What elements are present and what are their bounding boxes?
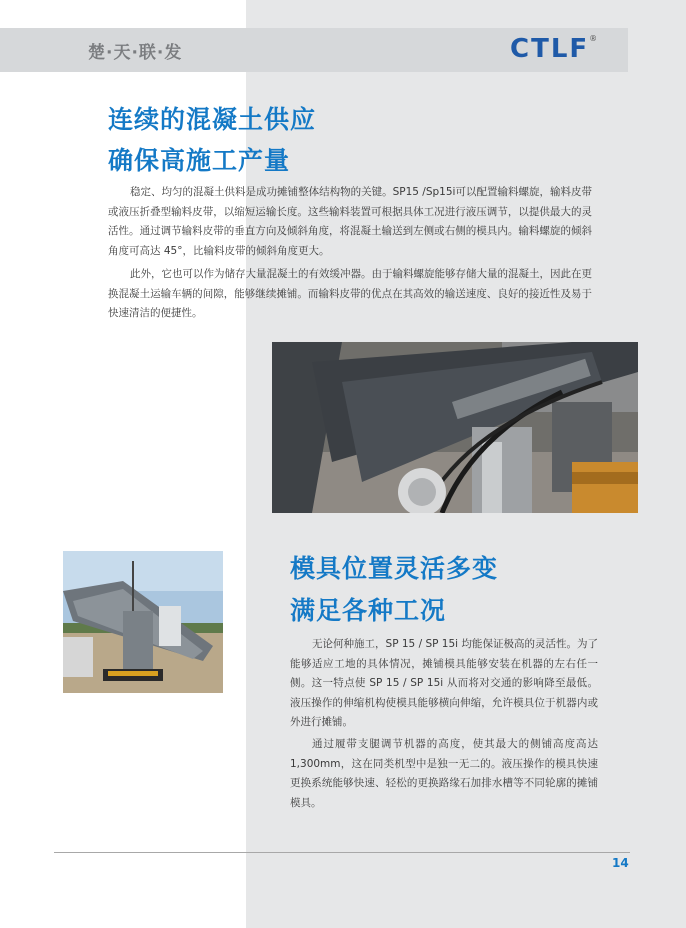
brand-name-cn: 楚·天·联·发 — [88, 43, 183, 63]
section1-title-line2: 确保高施工产量 — [108, 146, 291, 175]
ctlf-logo — [510, 34, 599, 68]
section2-paragraph-1: 无论何种施工，SP 15 / SP 15i 均能保证极高的灵活性。为了能够适应工地的具体情况，摊铺模具能够安装在机器的左右任一侧。这一特点使 SP 15 / SP 15i 从而将对交通的影响降至最低。液压操作的伸缩机构使模具能够横向伸缩，允许模具位于机器内或外进行摊铺。 — [290, 638, 598, 728]
section1-paragraph-2: 此外，它也可以作为储存大量混凝土的有效缓冲器。由于输料螺旋能够存储大量的混凝土，因此在更换混凝土运输车辆的间隙，能够继续摊铺。而输料皮带的优点在其高效的输送速度、良好的接近性及易于快速清洁的便捷性。 — [108, 268, 592, 319]
registered-mark: ® — [589, 34, 600, 44]
paver-machine-photo — [63, 551, 223, 693]
footer-divider — [54, 852, 630, 853]
section2-title-line2: 满足各种工况 — [290, 596, 447, 625]
page-number: 14 — [612, 856, 629, 870]
conveyor-closeup-photo — [272, 342, 638, 513]
section1-title-line1: 连续的混凝土供应 — [108, 105, 317, 134]
section1-paragraph-1: 稳定、均匀的混凝土供料是成功摊铺整体结构物的关键。SP15 /Sp15i可以配置输料螺旋，输料皮带或液压折叠型输料皮带，以缩短运输长度。这些输料装置可根据具体工况进行液压调节，以提供最大的灵活性。通过调节输料皮带的垂直方向及倾斜角度，将混凝土输送到左侧或右侧的模具内。输料螺旋的倾斜角度可高达 45°，比输料皮带的倾斜角度更大。 — [108, 186, 592, 257]
section2-paragraph-2: 通过履带支腿调节机器的高度，使其最大的侧铺高度高达1,300mm，这在同类机型中是独一无二的。液压操作的模具快速更换系统能够快速、轻松的更换路缘石加排水槽等不同轮廓的摊铺模具。 — [290, 738, 598, 809]
section2-title-line1: 模具位置灵活多变 — [290, 554, 499, 583]
logo-text: CTLF — [510, 34, 590, 64]
